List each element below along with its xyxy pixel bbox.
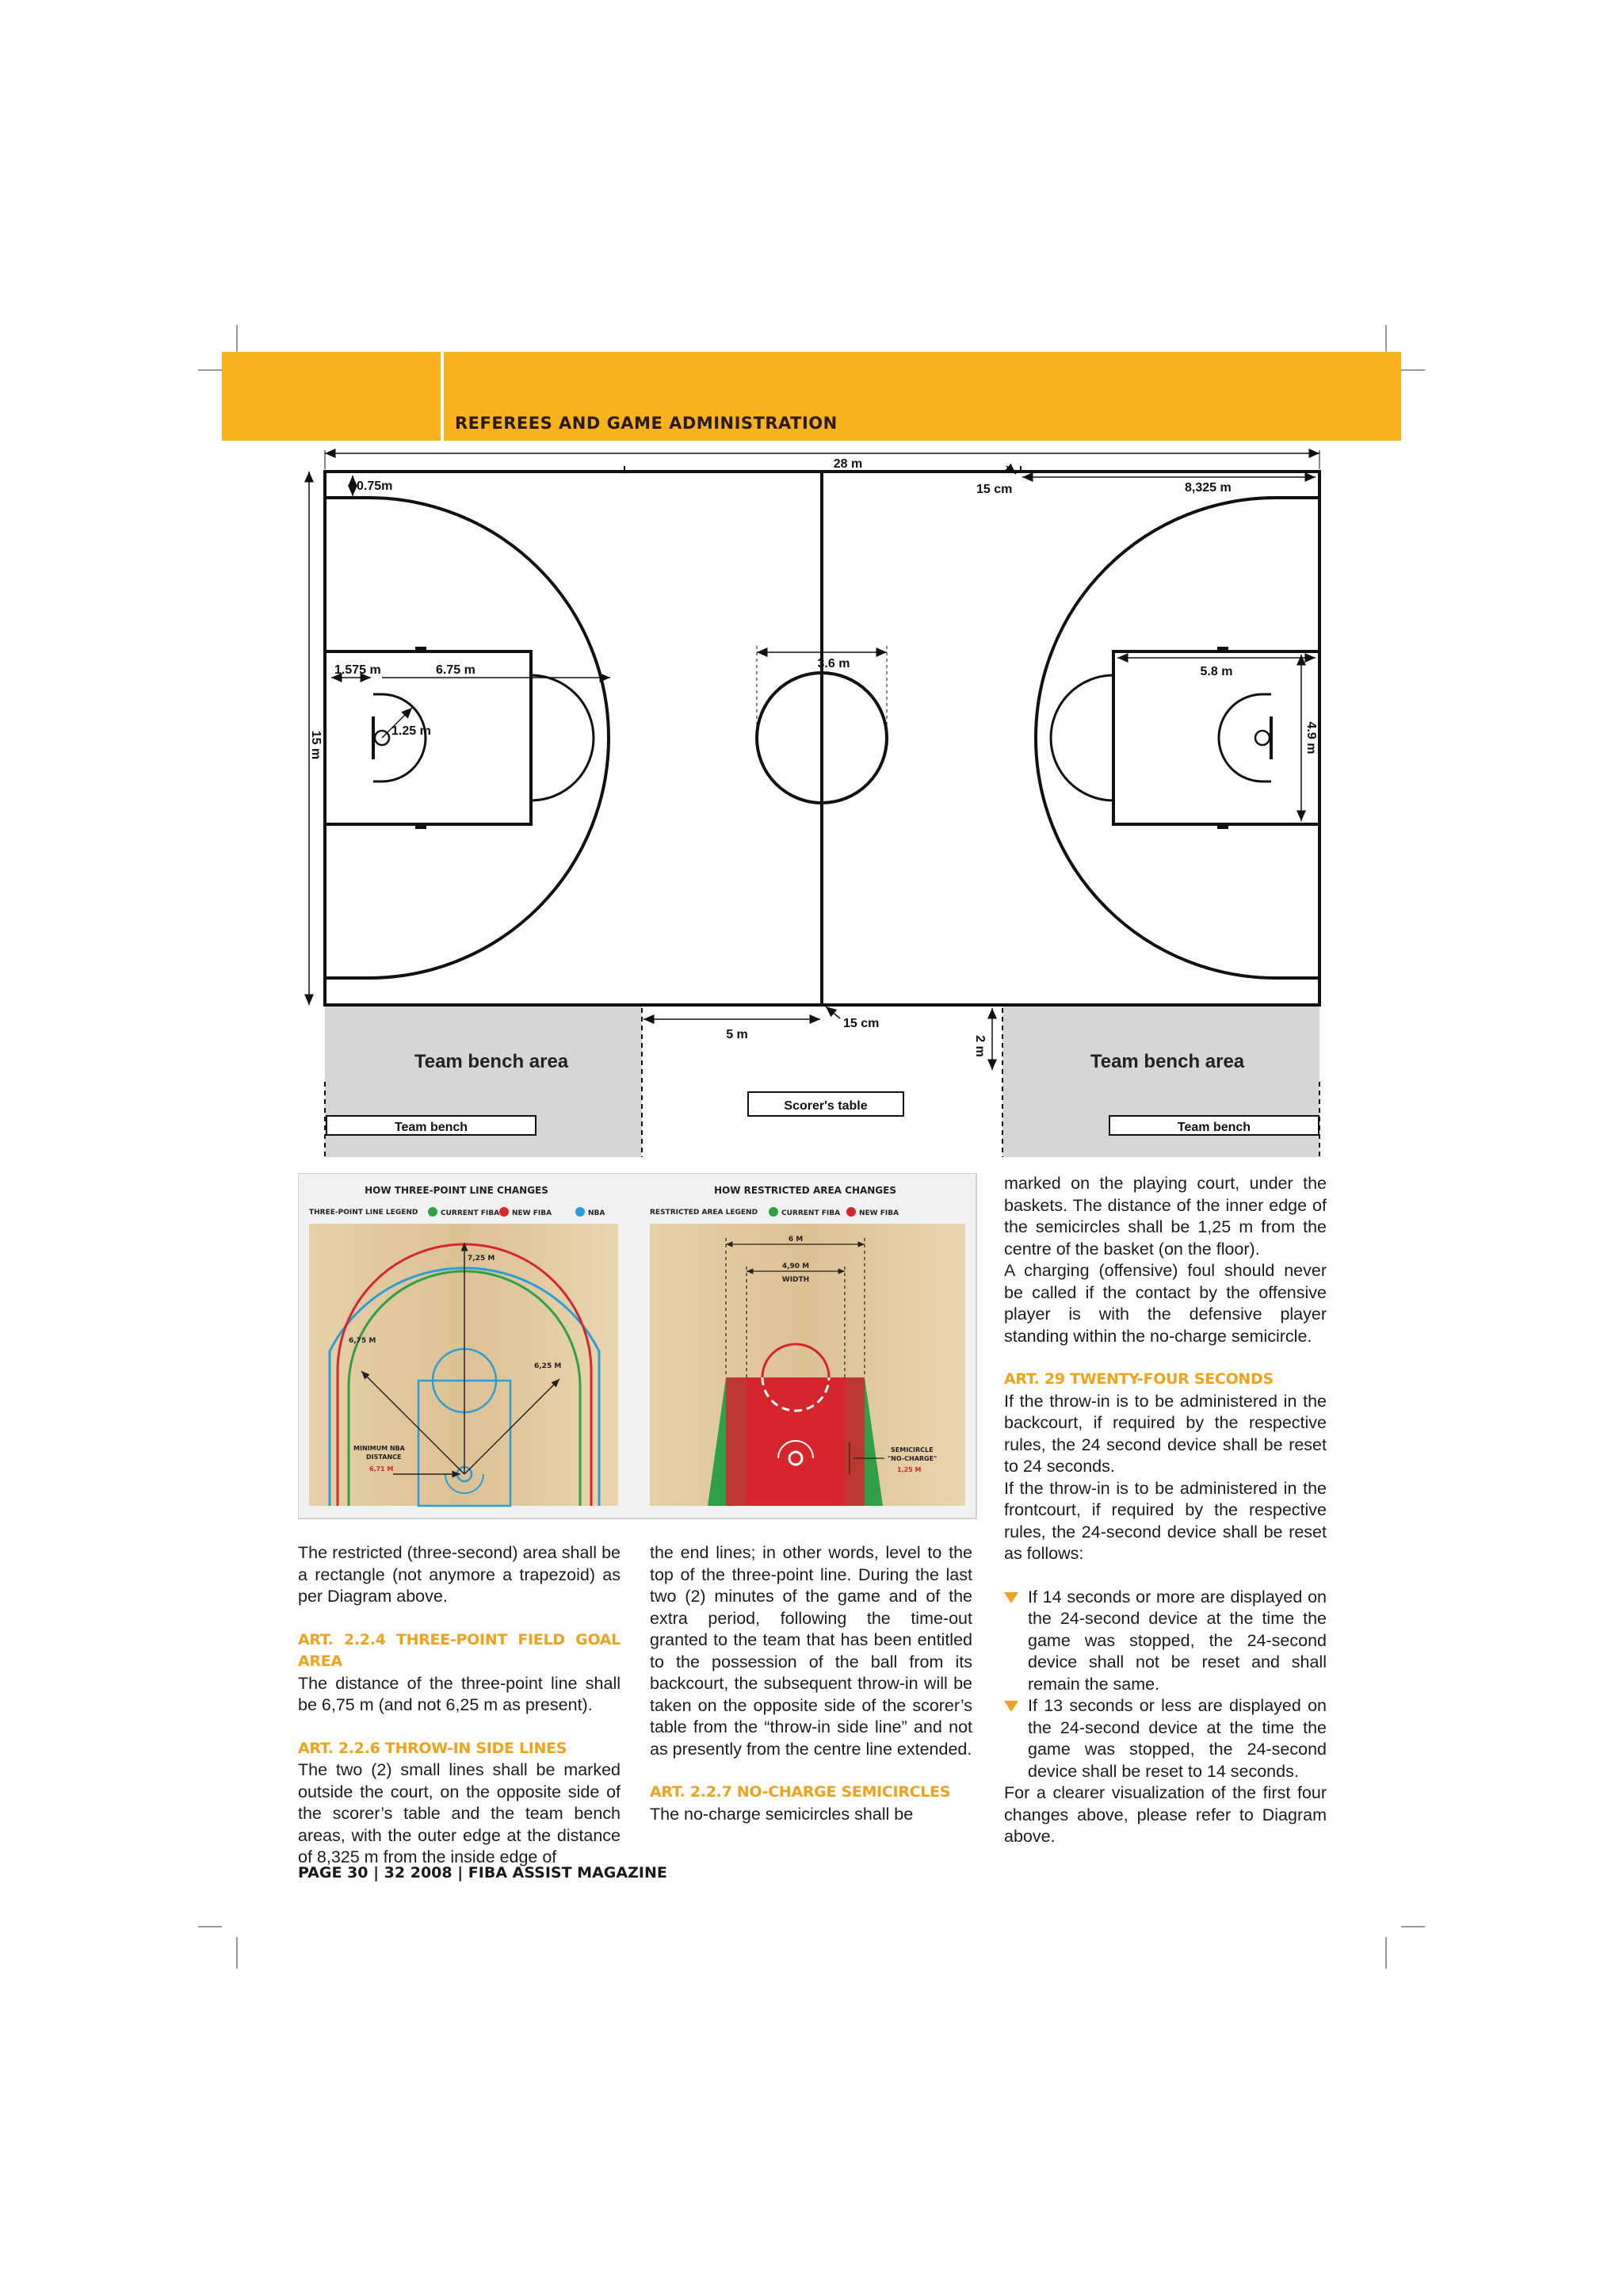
dim-bench-depth: 2 m <box>973 1035 987 1057</box>
label-min-nba-3: 6,71 M <box>369 1465 394 1473</box>
section-title: REFEREES AND GAME ADMINISTRATION <box>455 414 838 433</box>
dim-court-width: 15 m <box>309 730 323 760</box>
article-heading: ART. 2.2.6 THROW-IN SIDE LINES <box>298 1739 567 1757</box>
paragraph: The two (2) small lines shall be marked outside the court, on the opposite side of the scorer’s table and the team bench areas, with the outer edge at the distance of 8,325 m from the inside edge of <box>298 1760 621 1866</box>
crop-mark <box>198 369 222 371</box>
dim-throwin-line-offset: 15 cm <box>976 483 1013 496</box>
dim-centre-circle: 3.6 m <box>817 657 850 670</box>
dim-corner: 0.75m <box>357 479 393 493</box>
dim-throwin-distance: 8,325 m <box>1185 481 1232 495</box>
paragraph: The no-charge semicircles shall be <box>650 1804 914 1824</box>
article-heading: ART. 2.2.7 NO-CHARGE SEMICIRCLES <box>650 1783 951 1801</box>
crop-mark <box>198 1926 222 1927</box>
text-column-3 <box>1004 1173 1327 1848</box>
legend-right-new: NEW FIBA <box>859 1209 899 1217</box>
legend-nba: NBA <box>588 1209 605 1217</box>
label-semicircle-3: 1,25 M <box>897 1466 922 1473</box>
label-new-distance: 6,75 M <box>349 1337 376 1345</box>
dim-backboard: 1.575 m <box>334 663 381 677</box>
label-semicircle-1: SEMICIRCLE <box>891 1446 934 1454</box>
scorers-table-label: Scorer's table <box>784 1099 868 1113</box>
text-column-2 <box>650 1542 972 1825</box>
crop-mark <box>1385 1937 1387 1969</box>
court-diagram <box>293 444 1339 1165</box>
label-width-490: 4,90 M <box>781 1263 810 1270</box>
triangle-bullet-icon <box>1004 1701 1018 1712</box>
dim-table-distance: 5 m <box>726 1028 748 1041</box>
inset-right-title: HOW RESTRICTED AREA CHANGES <box>713 1185 897 1196</box>
inset-left-legend-title: THREE-POINT LINE LEGEND <box>309 1209 418 1217</box>
legend-new-fiba: NEW FIBA <box>512 1209 552 1217</box>
inset-left-title: HOW THREE-POINT LINE CHANGES <box>365 1185 548 1196</box>
paragraph: A charging (offensive) foul should never be called if the contact by the offensive player is with the defensive player standing within the no-charge semicircle. <box>1004 1261 1327 1346</box>
paragraph: marked on the playing court, under the baskets. The distance of the inner edge of the semicircles shall be 1,25 m from the centre of the basket (on the floor). <box>1004 1174 1327 1259</box>
dim-table-offset: 15 cm <box>843 1017 880 1030</box>
bench-area-label-left: Team bench area <box>414 1051 569 1072</box>
article-heading: ART. 2.2.4 THREE-POINT FIELD GOAL AREA <box>298 1630 621 1670</box>
triangle-bullet-icon <box>1004 1592 1018 1603</box>
dim-key-length: 5.8 m <box>1200 665 1233 678</box>
inset-right-legend-title: RESTRICTED AREA LEGEND <box>650 1209 758 1217</box>
paragraph: The restricted (three-second) area shall be a rectangle (not anymore a trapezoid) as per Diagram above. <box>298 1543 621 1606</box>
team-bench-label-right: Team bench <box>1177 1121 1251 1134</box>
paragraph: the end lines; in other words, level to the top of the three-point line. During the last two (2) minutes of the game and of the extra period, following the time-out granted to the team that has been entitled to the possession of the ball from its backcourt, the subsequent throw-in will be taken on the opposite side of the scorer’s table from the “throw-in side line” and not as presently from the centre line extended. <box>650 1543 972 1759</box>
bench-area-label-right: Team bench area <box>1090 1051 1245 1072</box>
dim-three-point: 6.75 m <box>436 663 475 677</box>
dim-court-length: 28 m <box>833 457 863 471</box>
comparison-diagrams <box>298 1173 980 1522</box>
crop-mark <box>1401 369 1425 371</box>
team-bench-label-left: Team bench <box>394 1121 468 1134</box>
paragraph: If the throw-in is to be administered in the frontcourt, if required by the respective rules, the 24-second device shall be reset as follows: <box>1004 1478 1327 1563</box>
list-item: If 13 seconds or less are displayed on the 24-second device at the time the game was stopped, the 24-second device shall be reset to 14 seconds. <box>1004 1695 1327 1782</box>
legend-current-fiba: CURRENT FIBA <box>441 1209 500 1217</box>
label-semicircle-2: "NO-CHARGE" <box>888 1455 938 1462</box>
dim-no-charge: 1.25 m <box>391 724 431 738</box>
header-band-left <box>222 352 441 441</box>
list-item: If 14 seconds or more are displayed on the 24-second device at the time the game was stopped, the 24-second device shall not be reset and shall remain the same. <box>1004 1587 1327 1696</box>
dim-key-width: 4.9 m <box>1304 721 1318 755</box>
label-width-6m: 6 M <box>788 1236 804 1244</box>
paragraph: The distance of the three-point line shall be 6,75 m (and not 6,25 m as present). <box>298 1673 621 1714</box>
label-min-nba-2: DISTANCE <box>366 1454 402 1461</box>
label-width: WIDTH <box>781 1276 810 1284</box>
crop-mark <box>236 1937 238 1969</box>
article-heading: ART. 29 TWENTY-FOUR SECONDS <box>1004 1370 1274 1388</box>
paragraph: If the throw-in is to be administered in the backcourt, if required by the respective rules, the 24 second device shall be reset to 24 seconds. <box>1004 1391 1327 1476</box>
text-column-1 <box>298 1542 621 1869</box>
label-current-distance: 6,25 M <box>534 1362 562 1370</box>
page-footer: PAGE 30 | 32 2008 | FIBA ASSIST MAGAZINE <box>298 1864 667 1881</box>
label-min-nba-1: MINIMUM NBA <box>353 1445 405 1452</box>
paragraph: For a clearer visualization of the first four changes above, please refer to Diagram above. <box>1004 1783 1327 1846</box>
legend-right-current: CURRENT FIBA <box>781 1209 841 1217</box>
label-nba-distance: 7,25 M <box>468 1255 495 1263</box>
crop-mark <box>1401 1926 1425 1927</box>
